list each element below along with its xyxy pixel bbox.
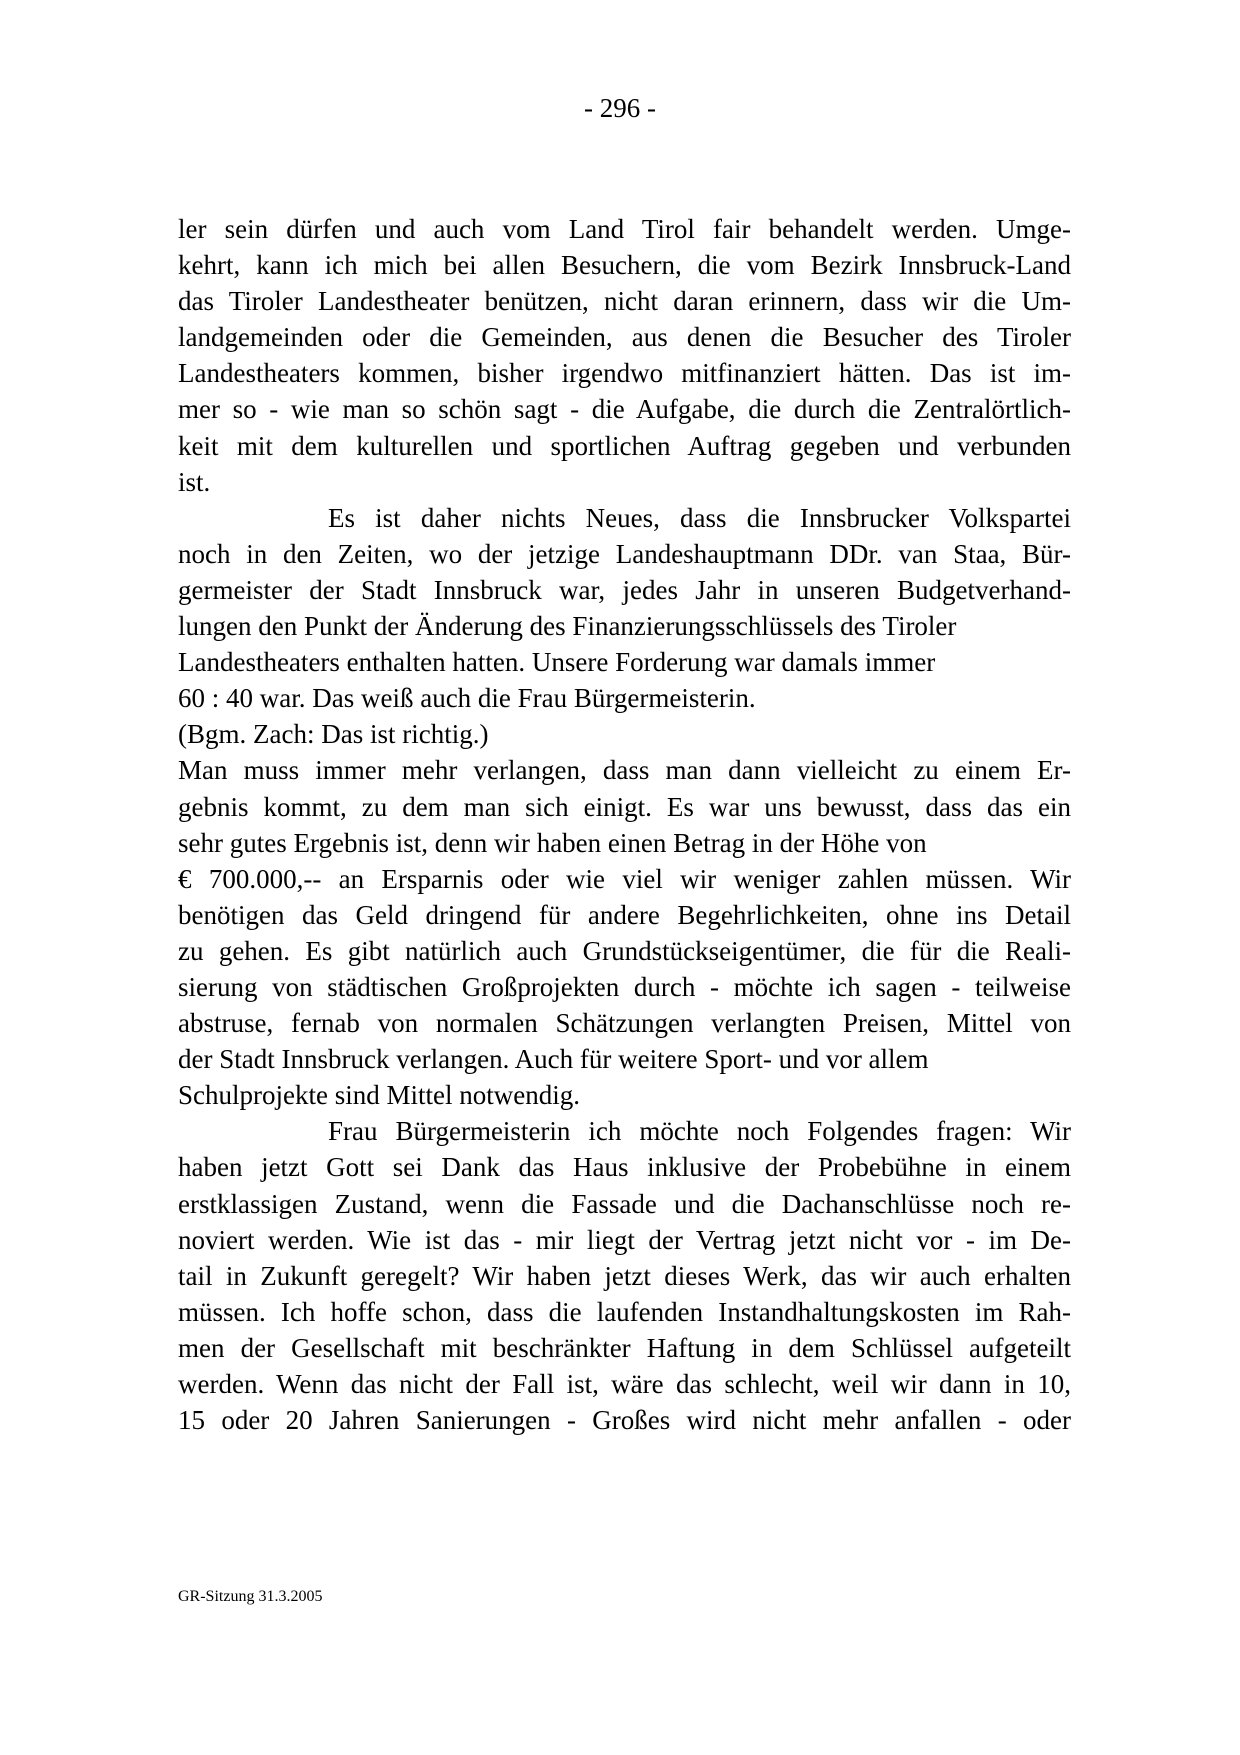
text-line: kehrt, kann ich mich bei allen Besuchern, die vom Bezirk Innsbruck-Land bbox=[178, 250, 1071, 281]
text-line: erstklassigen Zustand, wenn die Fassade und die Dachanschlüsse noch re- bbox=[178, 1188, 1071, 1219]
text-line: Man muss immer mehr verlangen, dass man dann vielleicht zu einem Er- bbox=[178, 755, 1071, 786]
text-line: Frau Bürgermeisterin ich möchte noch Folgendes fragen: Wir bbox=[328, 1116, 1071, 1147]
text-line: Es ist daher nichts Neues, dass die Innsbrucker Volkspartei bbox=[328, 502, 1071, 533]
text-line: müssen. Ich hoffe schon, dass die laufenden Instandhaltungskosten im Rah- bbox=[178, 1296, 1071, 1327]
text-line: zu gehen. Es gibt natürlich auch Grundstückseigentümer, die für die Reali- bbox=[178, 935, 1071, 966]
text-line: noviert werden. Wie ist das - mir liegt der Vertrag jetzt nicht vor - im De- bbox=[178, 1224, 1071, 1255]
text-line: Landestheaters enthalten hatten. Unsere Forderung war damals immer bbox=[178, 647, 936, 678]
text-line: germeister der Stadt Innsbruck war, jedes Jahr in unseren Budgetverhand- bbox=[178, 574, 1071, 605]
interjection-line: (Bgm. Zach: Das ist richtig.) bbox=[178, 719, 489, 750]
text-line: abstruse, fernab von normalen Schätzungen verlangten Preisen, Mittel von bbox=[178, 1008, 1071, 1039]
text-line: Landestheaters kommen, bisher irgendwo mitfinanziert hätten. Das ist im- bbox=[178, 358, 1071, 389]
text-line: 15 oder 20 Jahren Sanierungen - Großes wird nicht mehr anfallen - oder bbox=[178, 1405, 1071, 1436]
text-line: ler sein dürfen und auch vom Land Tirol fair behandelt werden. Umge- bbox=[178, 214, 1071, 244]
footer-session-date: GR-Sitzung 31.3.2005 bbox=[178, 1588, 323, 1605]
page-number: - 296 - bbox=[584, 93, 656, 123]
text-line: Schulprojekte sind Mittel notwendig. bbox=[178, 1080, 580, 1111]
text-line: keit mit dem kulturellen und sportlichen Auftrag gegeben und verbunden bbox=[178, 430, 1071, 461]
body-text bbox=[178, 211, 1071, 1438]
text-line: noch in den Zeiten, wo der jetzige Landeshauptmann DDr. van Staa, Bür- bbox=[178, 538, 1071, 569]
text-line: werden. Wenn das nicht der Fall ist, wäre das schlecht, weil wir dann in 10, bbox=[178, 1369, 1071, 1399]
text-line: das Tiroler Landestheater benützen, nicht daran erinnern, dass wir die Um- bbox=[178, 286, 1071, 317]
text-line: mer so - wie man so schön sagt - die Aufgabe, die durch die Zentralörtlich- bbox=[178, 394, 1071, 425]
text-line: haben jetzt Gott sei Dank das Haus inklusive der Probebühne in einem bbox=[178, 1152, 1071, 1183]
text-line: landgemeinden oder die Gemeinden, aus denen die Besucher des Tiroler bbox=[178, 322, 1071, 353]
text-line: € 700.000,-- an Ersparnis oder wie viel wir weniger zahlen müssen. Wir bbox=[178, 863, 1071, 894]
text-line: der Stadt Innsbruck verlangen. Auch für weitere Sport- und vor allem bbox=[178, 1044, 929, 1075]
text-line: benötigen das Geld dringend für andere Begehrlichkeiten, ohne ins Detail bbox=[178, 899, 1071, 930]
text-line: 60 : 40 war. Das weiß auch die Frau Bürgermeisterin. bbox=[178, 683, 756, 714]
text-line: sierung von städtischen Großprojekten durch - möchte ich sagen - teilweise bbox=[178, 971, 1071, 1002]
text-line: ist. bbox=[178, 466, 211, 497]
text-line: men der Gesellschaft mit beschränkter Haftung in dem Schlüssel aufgeteilt bbox=[178, 1332, 1071, 1363]
text-line: gebnis kommt, zu dem man sich einigt. Es war uns bewusst, dass das ein bbox=[178, 791, 1071, 822]
text-line: tail in Zukunft geregelt? Wir haben jetzt dieses Werk, das wir auch erhalten bbox=[178, 1260, 1071, 1291]
text-line: lungen den Punkt der Änderung des Finanzierungsschlüssels des Tiroler bbox=[178, 611, 957, 642]
text-line: sehr gutes Ergebnis ist, denn wir haben einen Betrag in der Höhe von bbox=[178, 827, 927, 858]
